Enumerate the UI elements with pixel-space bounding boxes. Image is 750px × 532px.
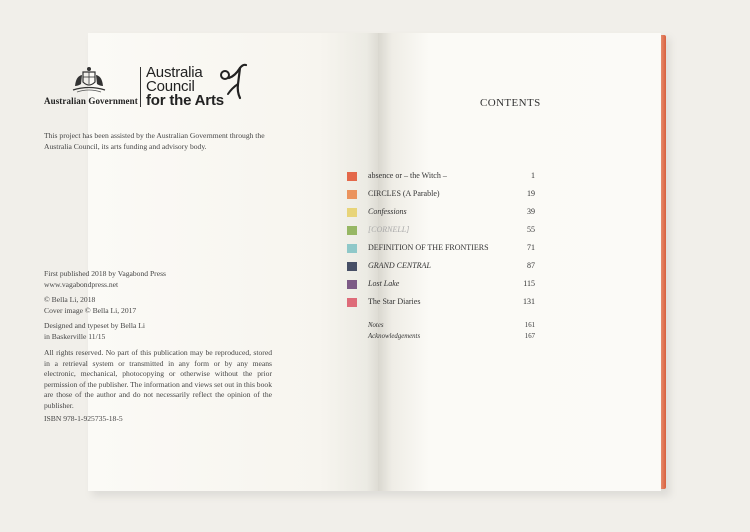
color-swatch (347, 280, 357, 289)
design-info (44, 321, 272, 342)
toc-entry-page: 55 (527, 225, 535, 234)
toc-entry-title: The Star Diaries (368, 297, 421, 306)
page-edge (661, 35, 666, 489)
toc-entry-title: GRAND CENTRAL (368, 261, 431, 270)
copyright-info (44, 295, 272, 316)
toc-entry-page: 39 (527, 207, 535, 216)
logo-divider (140, 67, 141, 107)
dancer-figure-icon (218, 62, 250, 108)
color-swatch (347, 226, 357, 235)
color-swatch (347, 262, 357, 271)
toc-entry-title: Acknowledgements (368, 333, 421, 340)
council-line-2: Council (146, 78, 195, 95)
australian-government-logo (44, 66, 138, 106)
toc-entry (347, 297, 535, 309)
toc-acknowledgements (347, 333, 535, 345)
assistance-statement: This project has been assisted by the Australian Government through the Australia Council, its arts funding and advisory body. (44, 131, 265, 151)
contents-heading: CONTENTS (480, 97, 541, 109)
rights-statement (44, 348, 272, 411)
color-swatch (347, 244, 357, 253)
toc-entry-title: Confessions (368, 207, 407, 216)
color-swatch (347, 208, 357, 217)
toc-entry-page: 71 (527, 243, 535, 252)
toc-entry-page: 87 (527, 261, 535, 270)
toc-entry-title: DEFINITION OF THE FRONTIERS (368, 243, 489, 252)
toc-entry-page: 131 (523, 297, 535, 306)
toc-entry-page: 1 (531, 171, 535, 180)
toc-entry-title: Notes (368, 322, 384, 329)
australia-council-logo (146, 66, 224, 108)
toc-entry (347, 171, 535, 183)
color-swatch (347, 172, 357, 181)
publication-info (44, 269, 272, 290)
council-line-3: for the Arts (146, 92, 224, 109)
cover-image-line: Cover image © Bella Li, 2017 (44, 305, 137, 315)
council-line-1: Australia (146, 64, 203, 81)
toc-entry-title: Lost Lake (368, 279, 400, 288)
copyright-line: © Bella Li, 2018 (44, 295, 96, 304)
government-label: Australian Government (44, 96, 138, 106)
toc-entry (347, 261, 535, 273)
toc-entry (347, 279, 535, 291)
typeface-line: in Baskerville 11/15 (44, 331, 106, 341)
designed-line: Designed and typeset by Bella Li (44, 321, 146, 330)
published-line: First published 2018 by Vagabond Press (44, 269, 166, 278)
isbn-line: ISBN 978-1-925735-18-5 (44, 414, 123, 423)
toc-entry-page: 19 (527, 189, 535, 198)
toc-entry (347, 189, 535, 201)
color-swatch (347, 298, 357, 307)
toc-entry-title: [CORNELL] (368, 225, 410, 234)
toc-entry-title: CIRCLES (A Parable) (368, 189, 440, 198)
toc-entry (347, 243, 535, 255)
website-link: www.vagabondpress.net (44, 279, 119, 289)
toc-entry (347, 207, 535, 219)
coat-of-arms-icon (69, 66, 109, 94)
toc-entry-title: absence or – the Witch – (368, 171, 447, 180)
isbn-block (44, 414, 272, 425)
toc-entry-page: 161 (524, 322, 535, 329)
rights-text: All rights reserved. No part of this publication may be reproduced, stored in a retrieval system or transmitted in any form or by any means electronic, mechanical, photocopying or otherwise without the prior permission of the publisher. The information and views set out in this book are those of the author and do not necessarily reflect the opinion of the publisher. (44, 348, 272, 410)
toc-entry-page: 167 (524, 333, 535, 340)
toc-entry (347, 225, 535, 237)
color-swatch (347, 190, 357, 199)
toc-entry-page: 115 (523, 279, 535, 288)
